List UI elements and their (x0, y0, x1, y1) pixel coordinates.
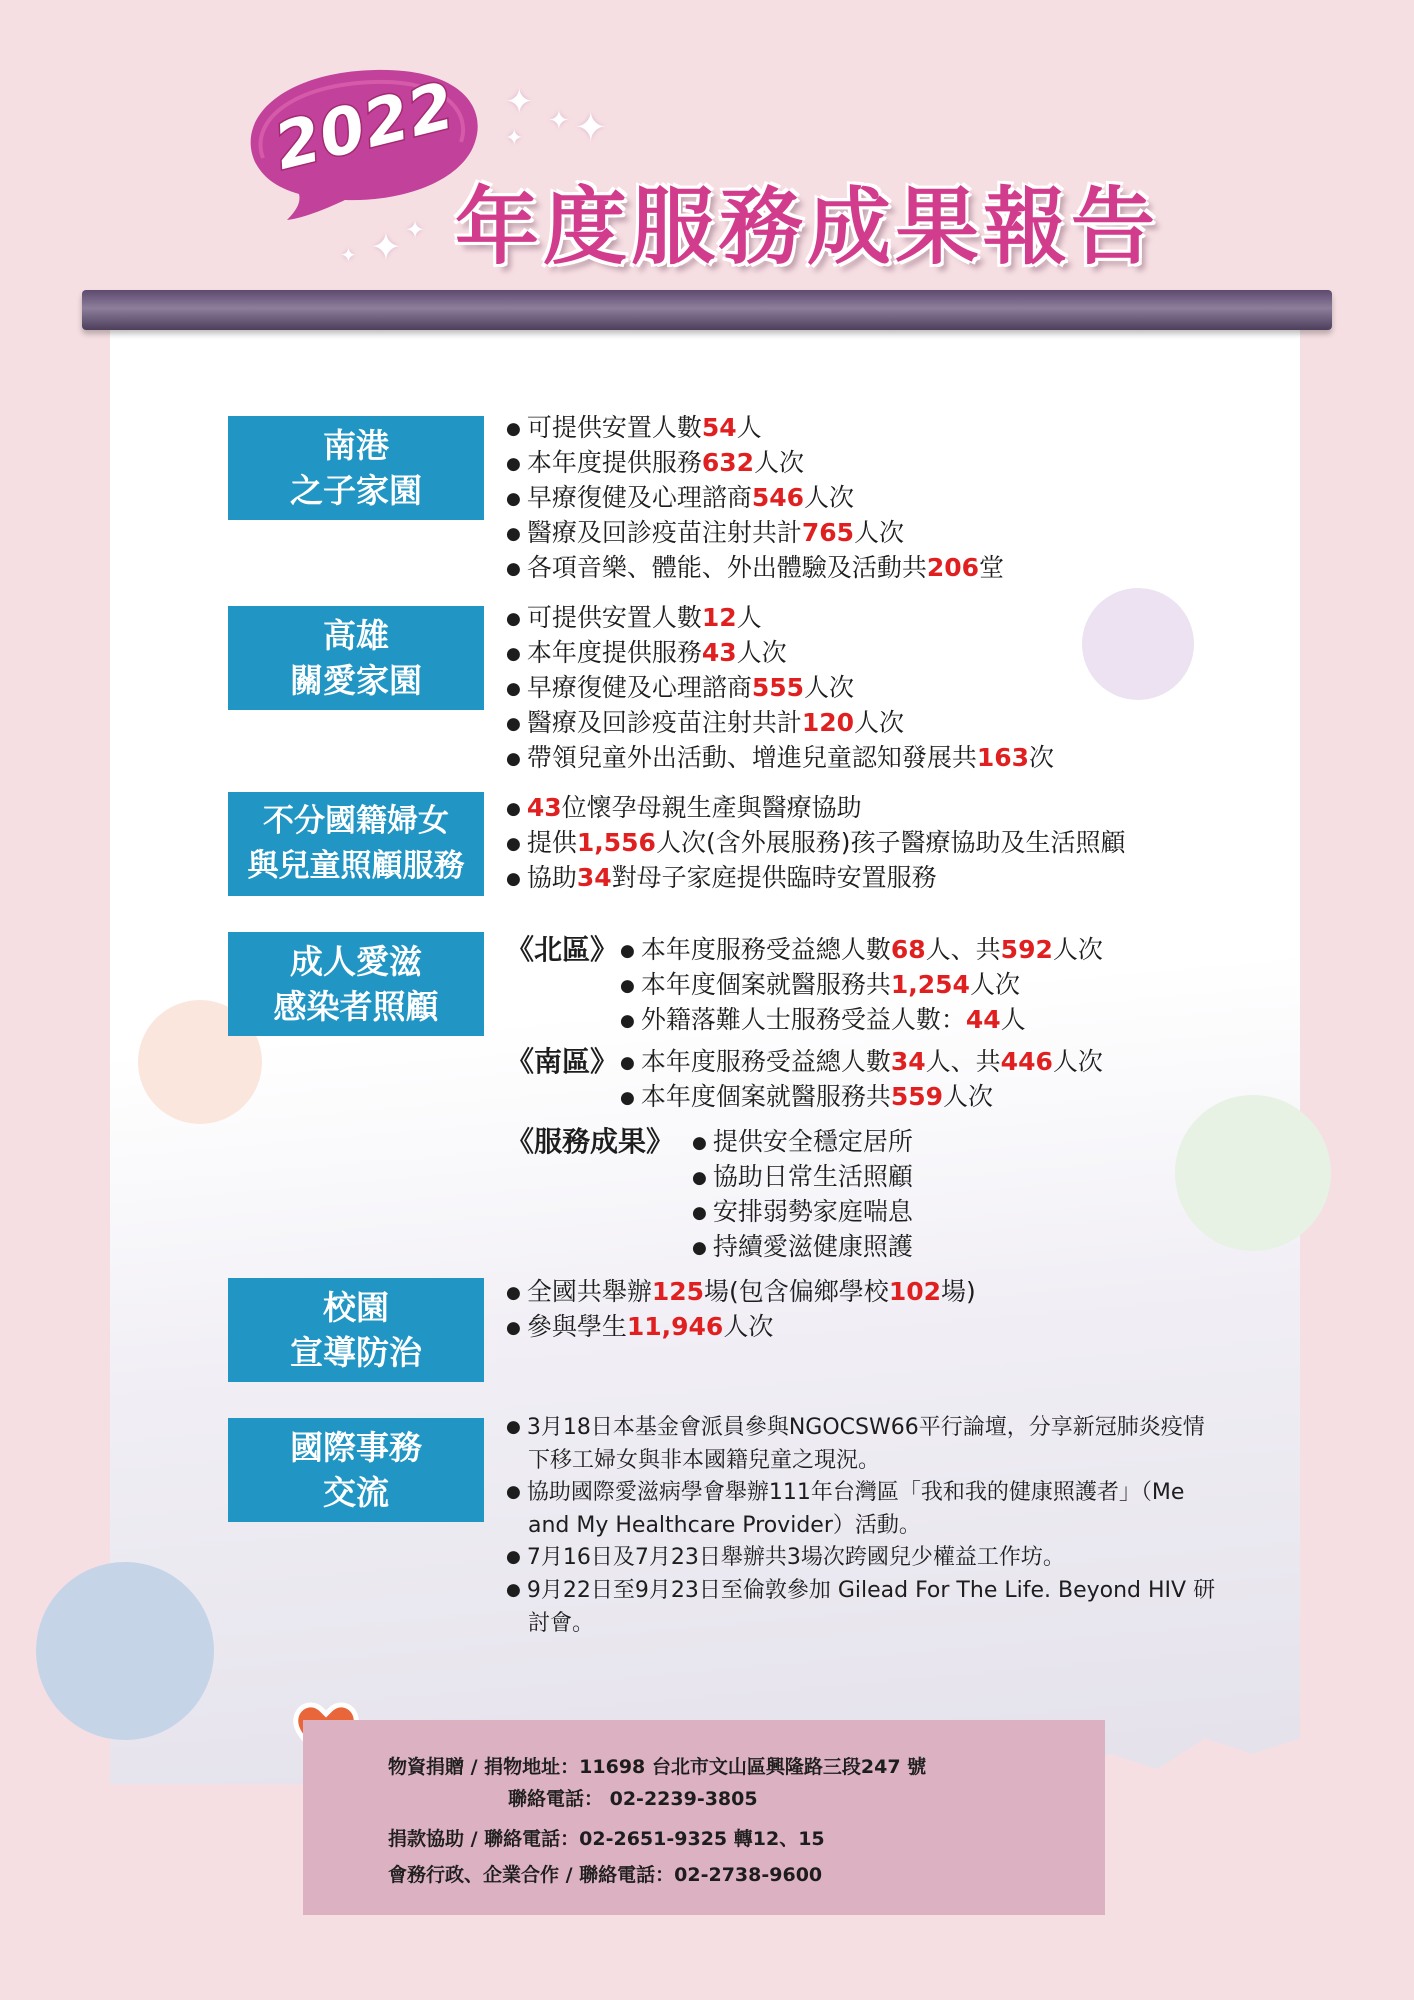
list-item: ● 安排弱勢家庭喘息 (692, 1196, 913, 1231)
label-aids-care: 成人愛滋 感染者照顧 (228, 932, 484, 1036)
label-campus: 校園 宣導防治 (228, 1278, 484, 1382)
list-item: ● 本年度個案就醫服務共559人次 (620, 1081, 1103, 1116)
scroll-rod (82, 290, 1332, 330)
sparkle-icon: ✦ (574, 105, 608, 151)
list-kaohsiung (506, 602, 1054, 777)
list-item: ● 本年度服務受益總人數34人、共446人次 (620, 1046, 1103, 1081)
list-item: ● 早療復健及心理諮商555人次 (506, 672, 1054, 707)
list-item: ● 早療復健及心理諮商546人次 (506, 482, 1004, 517)
list-item: ● 帶領兒童外出活動、增進兒童認知發展共163次 (506, 742, 1054, 777)
sparkle-icon: ✦ (405, 216, 426, 244)
report-year: 2022 (267, 69, 463, 185)
list-aids-north (620, 934, 1103, 1039)
list-nangang (506, 412, 1004, 587)
decor-circle (1175, 1095, 1331, 1251)
list-item: ● 協助國際愛滋病學會舉辦111年台灣區「我和我的健康照護者」（Me and My Healthcare Provider）活動。 (506, 1477, 1226, 1542)
list-item: ● 可提供安置人數54人 (506, 412, 1004, 447)
sparkle-icon: ✦ (548, 106, 570, 136)
list-item: ● 協助日常生活照顧 (692, 1161, 913, 1196)
decor-circle (36, 1562, 214, 1740)
sparkle-icon: ✦ (340, 243, 357, 267)
region-north: 《北區》 (506, 933, 619, 966)
list-campus (506, 1276, 976, 1346)
label-kaohsiung: 高雄 關愛家園 (228, 606, 484, 710)
decor-circle (1082, 588, 1194, 700)
sparkle-icon: ✦ (370, 225, 402, 269)
list-item: ● 43位懷孕母親生產與醫療協助 (506, 792, 1125, 827)
list-item: ● 3月18日本基金會派員參與NGOCSW66平行論壇，分享新冠肺炎疫情下移工婦女與非本國籍兒童之現況。 (506, 1412, 1226, 1477)
list-aids-south (620, 1046, 1103, 1116)
list-item: ● 9月22日至9月23日至倫敦參加 Gilead For The Life. Beyond HIV 研討會。 (506, 1575, 1226, 1640)
list-item: ● 提供1,556人次(含外展服務)孩子醫療協助及生活照顧 (506, 827, 1125, 862)
list-item: ● 協助34對母子家庭提供臨時安置服務 (506, 862, 1125, 897)
list-item: ● 本年度個案就醫服務共1,254人次 (620, 969, 1103, 1004)
list-item: ● 參與學生11,946人次 (506, 1311, 976, 1346)
contact-box (303, 1720, 1105, 1915)
list-item: ● 本年度提供服務43人次 (506, 637, 1054, 672)
list-item: ● 外籍落難人士服務受益人數：44人 (620, 1004, 1103, 1039)
label-women-children: 不分國籍婦女 與兒童照顧服務 (228, 792, 484, 896)
region-results: 《服務成果》 (506, 1125, 675, 1158)
donation-phone: 聯絡電話： 02-2239-3805 (508, 1788, 758, 1810)
label-nangang: 南港 之子家園 (228, 416, 484, 520)
list-women-children (506, 792, 1125, 897)
fund-phone: 捐款協助 / 聯絡電話：02-2651-9325 轉12、15 (388, 1828, 825, 1850)
list-item: ● 提供安全穩定居所 (692, 1126, 913, 1161)
list-international (506, 1412, 1226, 1640)
list-item: ● 本年度提供服務632人次 (506, 447, 1004, 482)
page-title: 年度服務成果報告 (455, 178, 1160, 276)
admin-phone: 會務行政、企業合作 / 聯絡電話：02-2738-9600 (388, 1864, 823, 1886)
region-south: 《南區》 (506, 1045, 619, 1078)
list-item: ● 全國共舉辦125場(包含偏鄉學校102場) (506, 1276, 976, 1311)
list-item: ● 各項音樂、體能、外出體驗及活動共206堂 (506, 552, 1004, 587)
list-item: ● 醫療及回診疫苗注射共計765人次 (506, 517, 1004, 552)
list-item: ● 可提供安置人數12人 (506, 602, 1054, 637)
sparkle-icon: ✦ (505, 82, 534, 122)
list-item: ● 7月16日及7月23日舉辦共3場次跨國兒少權益工作坊。 (506, 1542, 1226, 1575)
donation-address: 物資捐贈 / 捐物地址：11698 台北市文山區興隆路三段247 號 (388, 1756, 927, 1778)
list-item: ● 醫療及回診疫苗注射共計120人次 (506, 707, 1054, 742)
sparkle-icon: ✦ (505, 126, 524, 151)
label-international: 國際事務 交流 (228, 1418, 484, 1522)
list-item: ● 持續愛滋健康照護 (692, 1231, 913, 1266)
list-item: ● 本年度服務受益總人數68人、共592人次 (620, 934, 1103, 969)
list-aids-results (692, 1126, 913, 1266)
